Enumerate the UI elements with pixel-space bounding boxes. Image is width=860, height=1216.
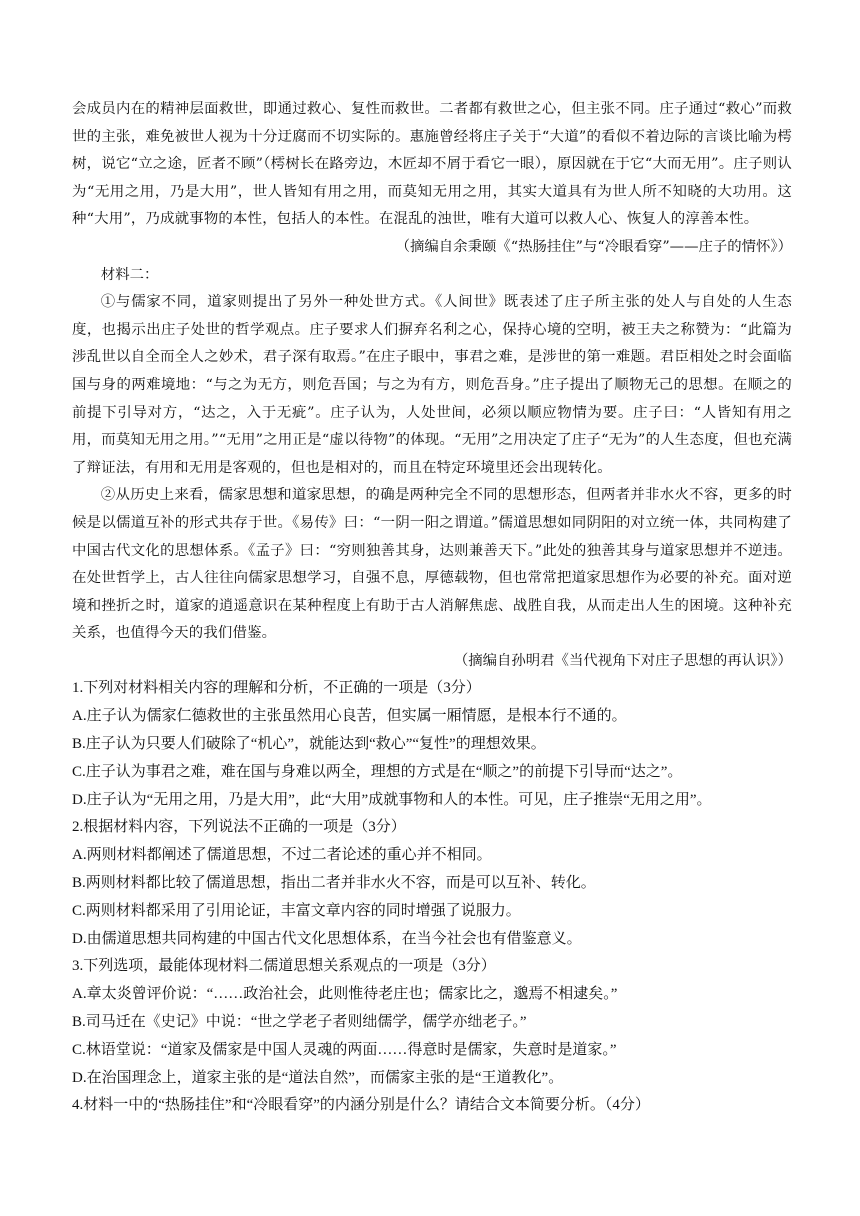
question-1-option-c: C.庄子认为事君之难，难在国与身难以两全，理想的方式是在“顺之”的前提下引导而“达之”。 bbox=[72, 763, 683, 780]
question-1-option-a: A.庄子认为儒家仁德救世的主张虽然用心良苦，但实属一厢情愿，是根本行不通的。 bbox=[72, 708, 627, 725]
material1-paragraph: 会成员内在的精神层面救世，即通过救心、复性而救世。二者都有救世之心，但主张不同。庄子通过“救心”而救世的主张，难免被世人视为十分迂腐而不切实际的。惠施曾经将庄子关于“大道”的看似不着边际的言谈比喻为樗树，说它“立之途，匠者不顾”（樗树长在路旁边，木匠却不屑于看它一眼），原因就在于它“大而无用”。庄子则认为“无用之用，乃是大用”，世人皆知有用之用，而莫知无用之用，其实大道具有为世人所不知晓的大功用。这种“大用”，乃成就事物的本性，包括人的本性。在混乱的浊世，唯有大道可以救人心、恢复人的淳善本性。 bbox=[72, 101, 792, 228]
material2-label: 材料二： bbox=[100, 266, 159, 283]
question-1-stem: 1.下列对材料相关内容的理解和分析，不正确的一项是（3分） bbox=[72, 680, 481, 697]
question-3-option-c: C.林语堂说：“道家及儒家是中国人灵魂的两面……得意时是儒家，失意时是道家。” bbox=[72, 1041, 617, 1058]
question-3 bbox=[72, 953, 792, 1092]
question-2-option-d: D.由儒道思想共同构建的中国古代文化思想体系，在当今社会也有借鉴意义。 bbox=[72, 930, 582, 947]
exam-page bbox=[72, 96, 792, 1120]
question-3-stem: 3.下列选项，最能体现材料二儒道思想关系观点的一项是（3分） bbox=[72, 958, 496, 975]
question-1-option-b: B.庄子认为只要人们破除了“机心”，就能达到“救心”“复性”的理想效果。 bbox=[72, 736, 546, 753]
question-2-option-b: B.两则材料都比较了儒道思想，指出二者并非水火不容，而是可以互补、转化。 bbox=[72, 875, 596, 892]
question-1-option-d: D.庄子认为“无用之用，乃是大用”，此“大用”成就事物和人的本性。可见，庄子推崇“无用之用”。 bbox=[72, 791, 712, 808]
material2-source: （摘编自孙明君《当代视角下对庄子思想的再认识》） bbox=[453, 652, 792, 669]
question-3-option-a: A.章太炎曾评价说：“……政治社会，此则惟待老庄也；儒家比之，邈焉不相逮矣。” bbox=[72, 986, 618, 1003]
material1-source: （摘编自余秉颐《“热肠挂住”与“冷眼看穿”——庄子的情怀》） bbox=[395, 238, 792, 255]
question-2-option-c: C.两则材料都采用了引用论证，丰富文章内容的同时增强了说服力。 bbox=[72, 902, 521, 919]
question-3-option-b: B.司马迁在《史记》中说：“世之学老子者则绌儒学，儒学亦绌老子。” bbox=[72, 1014, 527, 1031]
question-3-option-d: D.在治国理念上，道家主张的是“道法自然”，而儒家主张的是“王道教化”。 bbox=[72, 1069, 564, 1086]
question-2-option-a: A.两则材料都阐述了儒道思想，不过二者论述的重心并不相同。 bbox=[72, 847, 492, 864]
question-4 bbox=[72, 1092, 792, 1120]
question-2 bbox=[72, 814, 792, 953]
question-4-stem: 4.材料一中的“热肠挂住”和“冷眼看穿”的内涵分别是什么？请结合文本简要分析。（4分） bbox=[72, 1097, 650, 1114]
material2-paragraph-1: ①与儒家不同，道家则提出了另外一种处世方式。《人间世》既表述了庄子所主张的处人与自处的人生态度，也揭示出庄子处世的哲学观点。庄子要求人们摒弃名利之心，保持心境的空明，被王夫之称赞为：“此篇为涉乱世以自全而全人之妙术，君子深有取焉。”在庄子眼中，事君之难，是涉世的第一难题。君臣相处之时会面临国与身的两难境地：“与之为无方，则危吾国；与之为有方，则危吾身。”庄子提出了顺物无己的思想。在顺之的前提下引导对方，“达之，入于无疵”。庄子认为，人处世间，必须以顺应物情为要。庄子曰：“人皆知有用之用，而莫知无用之用。”“无用”之用正是“虚以待物”的体现。“无用”之用决定了庄子“无为”的人生态度，但也充满了辩证法，有用和无用是客观的，但也是相对的，而且在特定环境里还会出现转化。 bbox=[72, 294, 792, 476]
question-2-stem: 2.根据材料内容，下列说法不正确的一项是（3分） bbox=[72, 819, 406, 836]
question-1 bbox=[72, 675, 792, 814]
material2-paragraph-2: ②从历史上来看，儒家思想和道家思想，的确是两种完全不同的思想形态，但两者并非水火不容，更多的时候是以儒道互补的形式共存于世。《易传》曰：“一阴一阳之谓道。”儒道思想如同阴阳的对立统一体，共同构建了中国古代文化的思想体系。《孟子》曰：“穷则独善其身，达则兼善天下。”此处的独善其身与道家思想并不逆违。在处世哲学上，古人往往向儒家思想学习，自强不息，厚德载物，但也常常把道家思想作为必要的补充。面对逆境和挫折之时，道家的逍遥意识在某种程度上有助于古人消解焦虑、战胜自我，从而走出人生的困境。这种补充关系，也值得今天的我们借鉴。 bbox=[72, 487, 792, 642]
